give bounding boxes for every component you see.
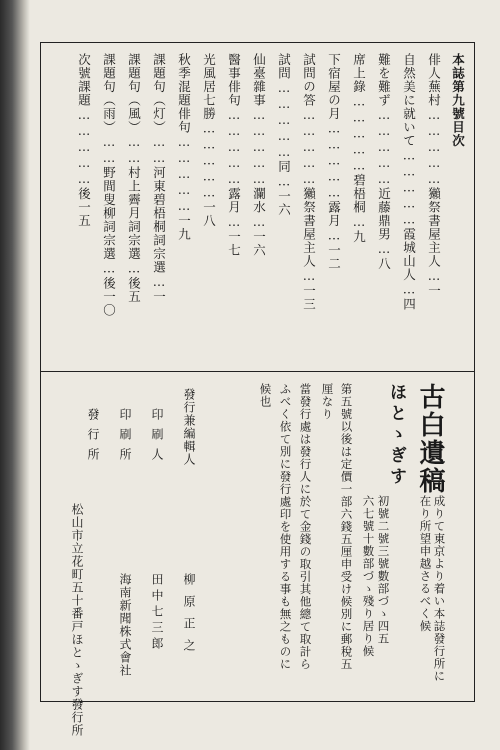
colophon-label: 發行所 — [86, 408, 100, 468]
toc-item: 醫事俳句……………露月…一七 — [226, 53, 242, 257]
toc-item: 仙臺雜事……………瀾水…一六 — [251, 53, 267, 257]
notice-line: 六七號十數部づゝ殘り居り候 — [361, 495, 376, 658]
toc-item: 難を難ず……………近藤鼎男…八 — [376, 53, 392, 271]
contents-frame — [40, 42, 475, 737]
notice-line: 初號二號三號數部づゝ四五 — [376, 495, 391, 645]
colophon-value: 田中七三郎 — [150, 573, 164, 653]
notice-subheading: ほとゝぎす — [386, 383, 406, 488]
page-shadow-edge — [0, 0, 30, 750]
notice-line: 當發行處は發行人に於て金錢の取引其他總て取計ら — [298, 383, 313, 671]
toc-item: 俳人蕪村……………獺祭書屋主人…一 — [426, 53, 442, 298]
colophon-value: 柳原正之 — [182, 573, 196, 661]
toc-item: 課題句（雨）……野間叟柳詞宗選…後一〇 — [101, 53, 117, 317]
notice-line: 厘なり — [320, 383, 335, 421]
notice-line: 候也 — [258, 383, 273, 408]
toc-item: 光風居七勝……………一八 — [201, 53, 217, 228]
toc-item: 自然美に就いて……………霞城山人…四 — [401, 53, 417, 311]
notice-heading-note-2: 在り所望申越さるべく候 — [418, 495, 433, 633]
toc-item: 席上錄……………碧梧桐…九 — [351, 53, 367, 244]
toc-item: 試問……………同…一六 — [276, 53, 292, 217]
colophon-value: 海南新聞株式會社 — [118, 573, 132, 677]
notice-heading-note-1: 成りて東京より着い本誌發行所に — [432, 495, 447, 683]
toc-item: 秋季混題俳句……………一九 — [176, 53, 192, 241]
notice-line: 第五號以後は定價一部六錢五厘申受け候別に郵稅五 — [339, 383, 354, 671]
notice-heading: 古白遺稿 — [415, 383, 445, 495]
toc-item: 下宿屋の月……………露月…一二 — [326, 53, 342, 271]
notice-line: ふべく依て別に發行處印を使用する事も無之ものに — [278, 383, 293, 671]
colophon-label: 發行兼編輯人 — [182, 388, 196, 466]
toc-item: 次號課題……………後一五 — [76, 53, 92, 228]
toc-item: 課題句（風）……村上霽月詞宗選…後五 — [126, 53, 142, 304]
section-divider — [41, 371, 474, 372]
toc-item: 課題句（灯）……河東碧梧桐詞宗選…一 — [151, 53, 167, 304]
colophon-label: 印刷人 — [150, 408, 164, 468]
toc-title: 本誌第九號目次 — [450, 53, 466, 148]
toc-item: 試問の答……………獺祭書屋主人…一三 — [301, 53, 317, 311]
colophon-label: 印刷所 — [118, 408, 132, 468]
colophon-value: 松山市立花町五十番戸ほとゝぎす發行所 — [70, 503, 84, 737]
